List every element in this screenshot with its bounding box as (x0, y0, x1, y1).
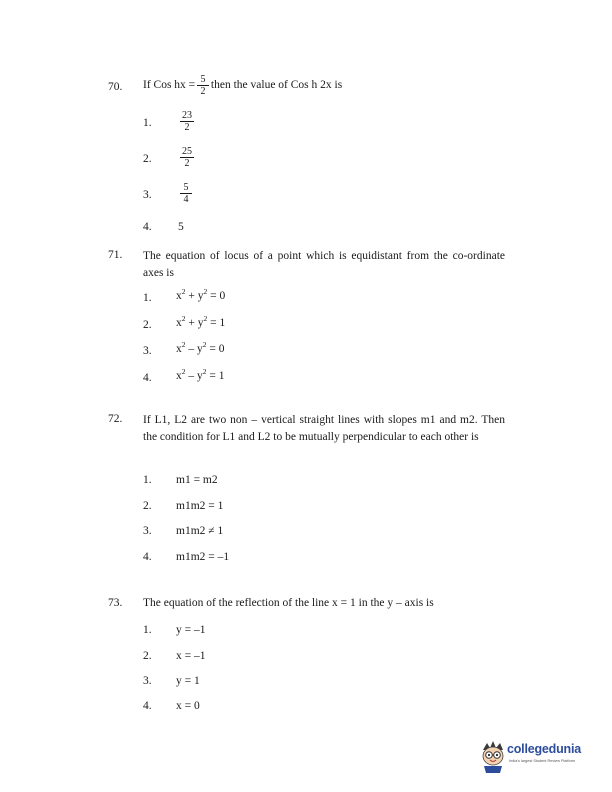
logo-tagline: India's largest Student Review Platform (509, 759, 576, 763)
question-number: 70. (108, 81, 123, 93)
option-number: 4. (143, 372, 152, 384)
fraction-denominator: 2 (184, 122, 190, 133)
option-value: $x^2 + y^2 = 1$ (176, 314, 226, 329)
option-value: m1m2 = 1 (176, 500, 224, 512)
question-text: The equation of locus of a point which is equidistant from the co-ordinate axes is (143, 250, 505, 279)
fraction-denominator: 2 (184, 158, 190, 169)
option-number: 1. (143, 117, 152, 129)
option-value: m1m2 ≠ 1 (176, 525, 224, 537)
option-number: 4. (143, 221, 152, 233)
question-text-start: If Cos hx = (143, 79, 196, 92)
option-value: x = –1 (176, 650, 206, 662)
fraction (181, 182, 191, 205)
option-value (181, 146, 193, 169)
option-number: 3. (143, 675, 152, 687)
collegedunia-logo (478, 740, 598, 780)
option-value: x = 0 (176, 700, 200, 712)
option-number: 4. (143, 700, 152, 712)
fraction-numerator: 5 (183, 182, 189, 193)
option-number: 2. (143, 500, 152, 512)
fraction (198, 74, 208, 97)
option-number: 1. (143, 624, 152, 636)
option-number: 2. (143, 319, 152, 331)
option-number: 2. (143, 650, 152, 662)
logo-wordmark: collegedunia (507, 742, 582, 756)
option-number: 3. (143, 345, 152, 357)
option-value: $x^2 + y^2 = 0$ (176, 287, 226, 302)
option-number: 3. (143, 189, 152, 201)
option-number: 1. (143, 474, 152, 486)
option-value (181, 182, 191, 205)
question-text-end: then the value of Cos h 2x is (210, 79, 343, 92)
question-text (143, 74, 342, 97)
fraction-numerator: 5 (200, 74, 206, 85)
option-value: $x^2 - y^2 = 0$ (176, 340, 225, 355)
question-text: The equation of the reflection of the line x = 1 in the y – axis is (143, 597, 434, 609)
fraction (181, 110, 193, 133)
fraction (181, 146, 193, 169)
option-value: m1m2 = –1 (176, 551, 230, 563)
option-value: y = 1 (176, 675, 200, 687)
fraction-numerator: 23 (182, 110, 192, 121)
question-number: 71. (108, 249, 123, 261)
question-text: If L1, L2 are two non – vertical straight lines with slopes m1 and m2. Then the condition for L1 and L2 to be mutually perpendicular to each other is (143, 414, 505, 443)
option-number: 3. (143, 525, 152, 537)
fraction-numerator: 25 (182, 146, 192, 157)
fraction-denominator: 2 (200, 86, 206, 97)
option-number: 4. (143, 551, 152, 563)
question-number: 72. (108, 413, 123, 425)
option-value: 5 (178, 221, 184, 233)
option-value: m1 = m2 (176, 474, 218, 486)
option-value: $x^2 - y^2 = 1$ (176, 367, 225, 382)
option-value (181, 110, 193, 133)
option-number: 2. (143, 153, 152, 165)
option-value: y = –1 (176, 624, 206, 636)
fraction-denominator: 4 (183, 194, 189, 205)
mascot-icon (478, 740, 508, 774)
question-number: 73. (108, 597, 123, 609)
option-number: 1. (143, 292, 152, 304)
